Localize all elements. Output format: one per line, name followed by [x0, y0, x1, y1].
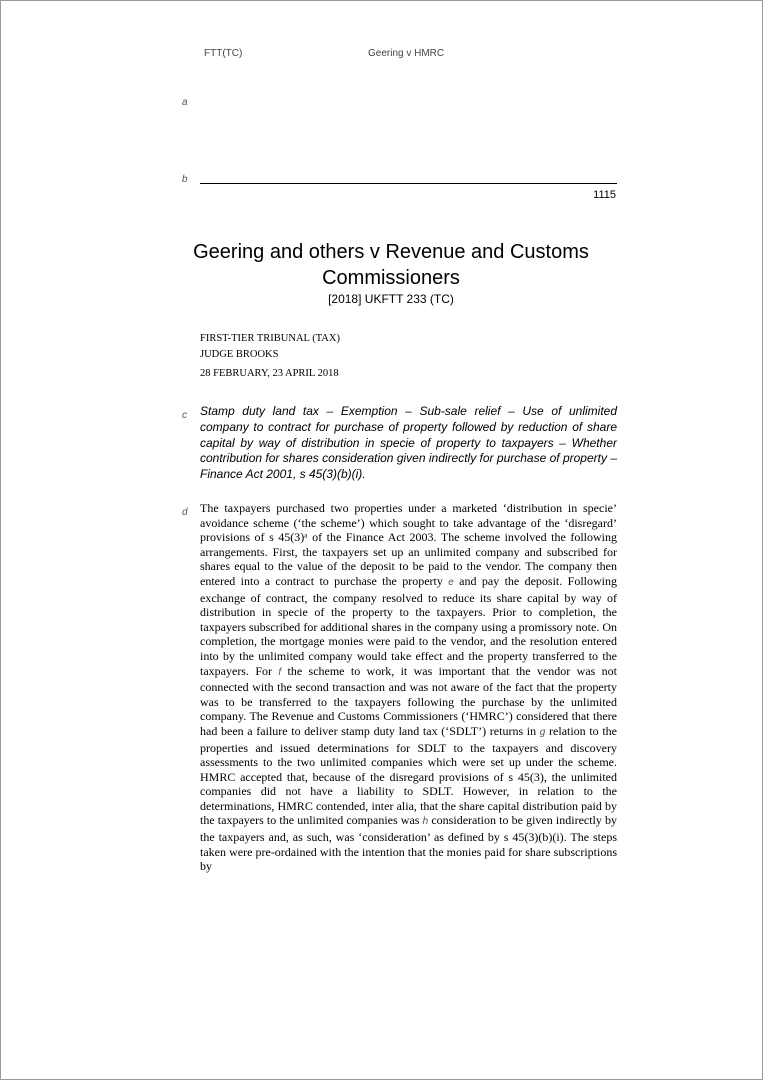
court-name: FIRST-TIER TRIBUNAL (TAX)	[200, 333, 340, 344]
headnote-text-1: The taxpayers purchased two properties under a marketed ‘distribution in specie’ avoidance scheme (‘the scheme’) which sought to take advantage of the ‘disregard’ provisions of s 45(3)ᵃ of the Finance Act 2003. The scheme involved the following arrangements. First, the taxpayers set up an unlimited company and subscribed for shares equal to the value of the deposit to be paid to the vendor. The company then entered into a contract to purchase the property	[200, 501, 617, 588]
case-title: Geering and others v Revenue and Customs Commissioners	[193, 241, 589, 289]
margin-letter-h: h	[422, 816, 429, 828]
header-rule	[200, 183, 617, 184]
judge-name: JUDGE BROOKS	[200, 349, 279, 360]
margin-letter-f: f	[278, 666, 282, 678]
margin-letter-b: b	[182, 174, 188, 185]
headnote-text-5: consideration to be given indirectly by the taxpayers and, as such, was ‘consideration’ as defined by s 45(3)(b)(i). The steps taken were pre-ordained with the intention that the monies paid for share subscriptions by	[200, 813, 618, 874]
running-header-center: Geering v HMRC	[368, 48, 445, 59]
margin-letter-d: d	[182, 507, 188, 518]
headnote-paragraph	[200, 501, 617, 874]
headnote-body	[200, 501, 617, 874]
running-header-left: FTT(TC)	[204, 48, 243, 59]
case-citation: [2018] UKFTT 233 (TC)	[328, 292, 454, 306]
headnote-text-2: and pay the deposit. Following exchange of contract, the company resolved to reduce its share capital by way of distribution in specie of the property to the taxpayers. Prior to completion, the taxpayers subscribed for additional shares in the company using a promissory note. On completion, the mortgage monies were paid to the vendor, and the resolution entered into by the unlimited company would take effect and the property transferred to the taxpayers. For	[200, 573, 617, 678]
margin-letter-e: e	[448, 576, 454, 588]
margin-letter-a: a	[182, 97, 188, 108]
margin-letter-c: c	[182, 410, 187, 421]
headnote-text-4: relation to the properties and issued determinations for SDLT to the taxpayers and discovery assessments to the two unlimited companies which were set up under the scheme. HMRC accepted that, because of the disregard provisions of s 45(3), the unlimited companies did not have a liability to SDLT. However, in relation to the determinations, HMRC contended, inter alia, that the share capital distribution paid by the taxpayers to the unlimited companies was	[200, 723, 618, 828]
page-number: 1115	[593, 189, 616, 201]
catchwords: Stamp duty land tax – Exemption – Sub-sale relief – Use of unlimited company to contract for purchase of property followed by reduction of share capital by way of distribution in specie of property to taxpayers – Whether contribution for shares consideration given indirectly for purchase of property – Finance Act 2001, s 45(3)(b)(i).	[200, 404, 617, 482]
margin-letter-g: g	[539, 726, 546, 738]
hearing-dates: 28 FEBRUARY, 23 APRIL 2018	[200, 368, 339, 379]
headnote-text-3: the scheme to work, it was important that the vendor was not connected with the second transaction and was not aware of the fact that the property was to be transferred to the taxpayers following the purchase by the unlimited company. The Revenue and Customs Commissioners (‘HMRC’) considered that there had been a failure to deliver stamp duty land tax (‘SDLT’) returns in	[200, 663, 618, 738]
